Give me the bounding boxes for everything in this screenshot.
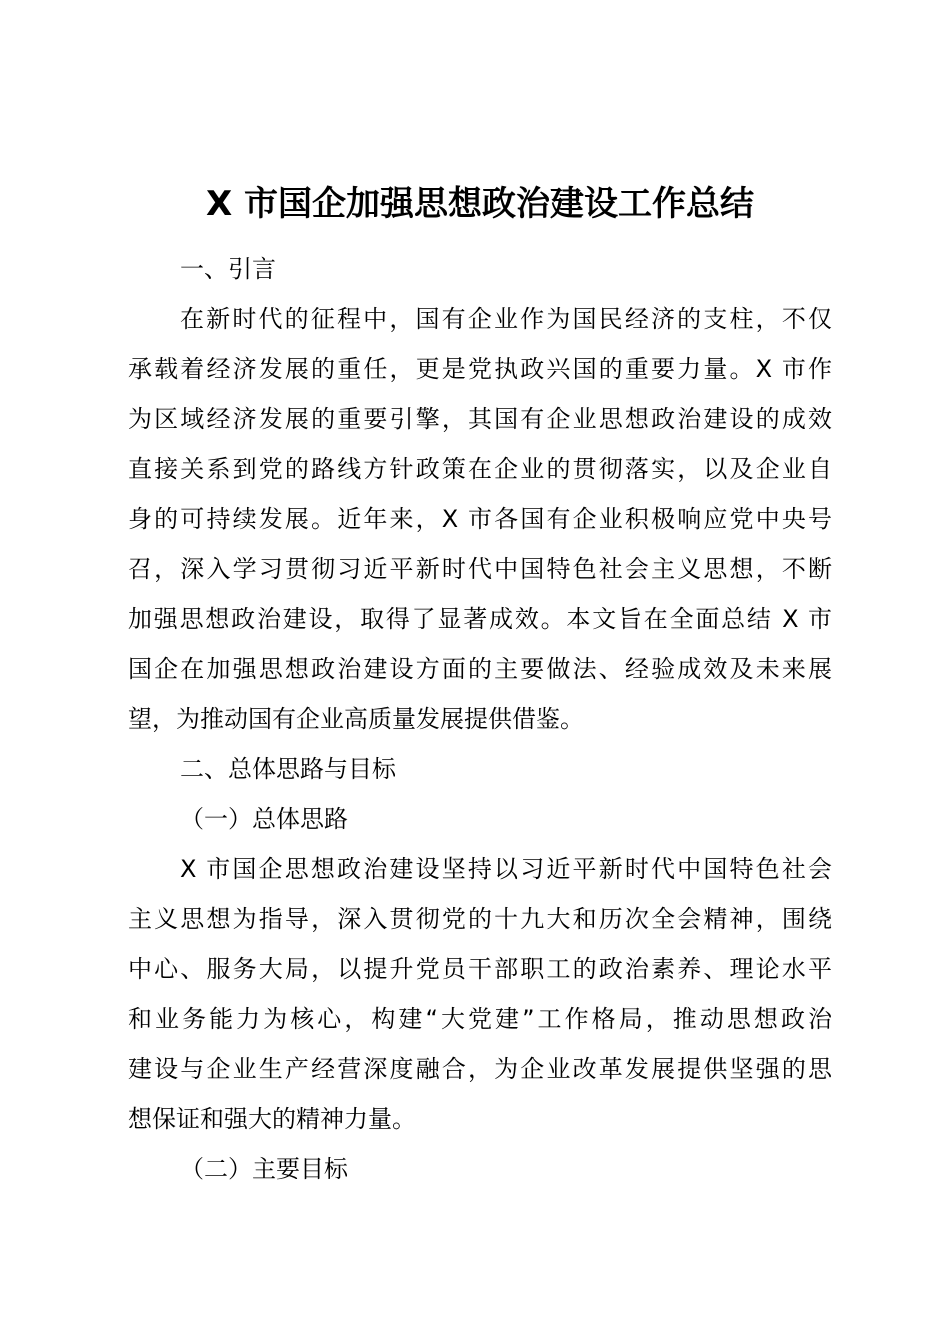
paragraph-line: 为区域经济发展的重要引擎，其国有企业思想政治建设的成效 (128, 405, 832, 433)
paragraph-line: 和业务能力为核心，构建“大党建”工作格局，推动思想政治 (128, 1005, 832, 1033)
paragraph-line: 国企在加强思想政治建设方面的主要做法、经验成效及未来展 (128, 655, 832, 683)
paragraph-line: 承载着经济发展的重任，更是党执政兴国的重要力量。X 市作 (128, 355, 832, 383)
paragraph-line: 建设与企业生产经营深度融合，为企业改革发展提供坚强的思 (128, 1055, 832, 1083)
paragraph-line: 在新时代的征程中，国有企业作为国民经济的支柱，不仅 (180, 305, 832, 333)
section-heading-introduction: 一、引言 (180, 255, 276, 283)
paragraph-line: 身的可持续发展。近年来，X 市各国有企业积极响应党中央号 (128, 505, 832, 533)
paragraph-line: X 市国企思想政治建设坚持以习近平新时代中国特色社会 (180, 855, 832, 883)
paragraph-line: 召，深入学习贯彻习近平新时代中国特色社会主义思想，不断 (128, 555, 832, 583)
paragraph-line: 中心、服务大局，以提升党员干部职工的政治素养、理论水平 (128, 955, 832, 983)
subsection-heading-main-goals: （二）主要目标 (180, 1155, 348, 1183)
paragraph-line: 望，为推动国有企业高质量发展提供借鉴。 (128, 705, 584, 733)
paragraph-overall-approach (128, 844, 832, 1144)
paragraph-line: 直接关系到党的路线方针政策在企业的贯彻落实，以及企业自 (128, 455, 832, 483)
section-heading-approach-goals: 二、总体思路与目标 (180, 755, 396, 783)
document-page (128, 180, 832, 1194)
paragraph-introduction (128, 294, 832, 744)
document-title: X 市国企加强思想政治建设工作总结 (205, 184, 755, 224)
paragraph-line: 加强思想政治建设，取得了显著成效。本文旨在全面总结 X 市 (128, 605, 832, 633)
subsection-heading-overall-approach: （一）总体思路 (180, 805, 348, 833)
paragraph-line: 主义思想为指导，深入贯彻党的十九大和历次全会精神，围绕 (128, 905, 832, 933)
paragraph-line: 想保证和强大的精神力量。 (128, 1105, 416, 1133)
